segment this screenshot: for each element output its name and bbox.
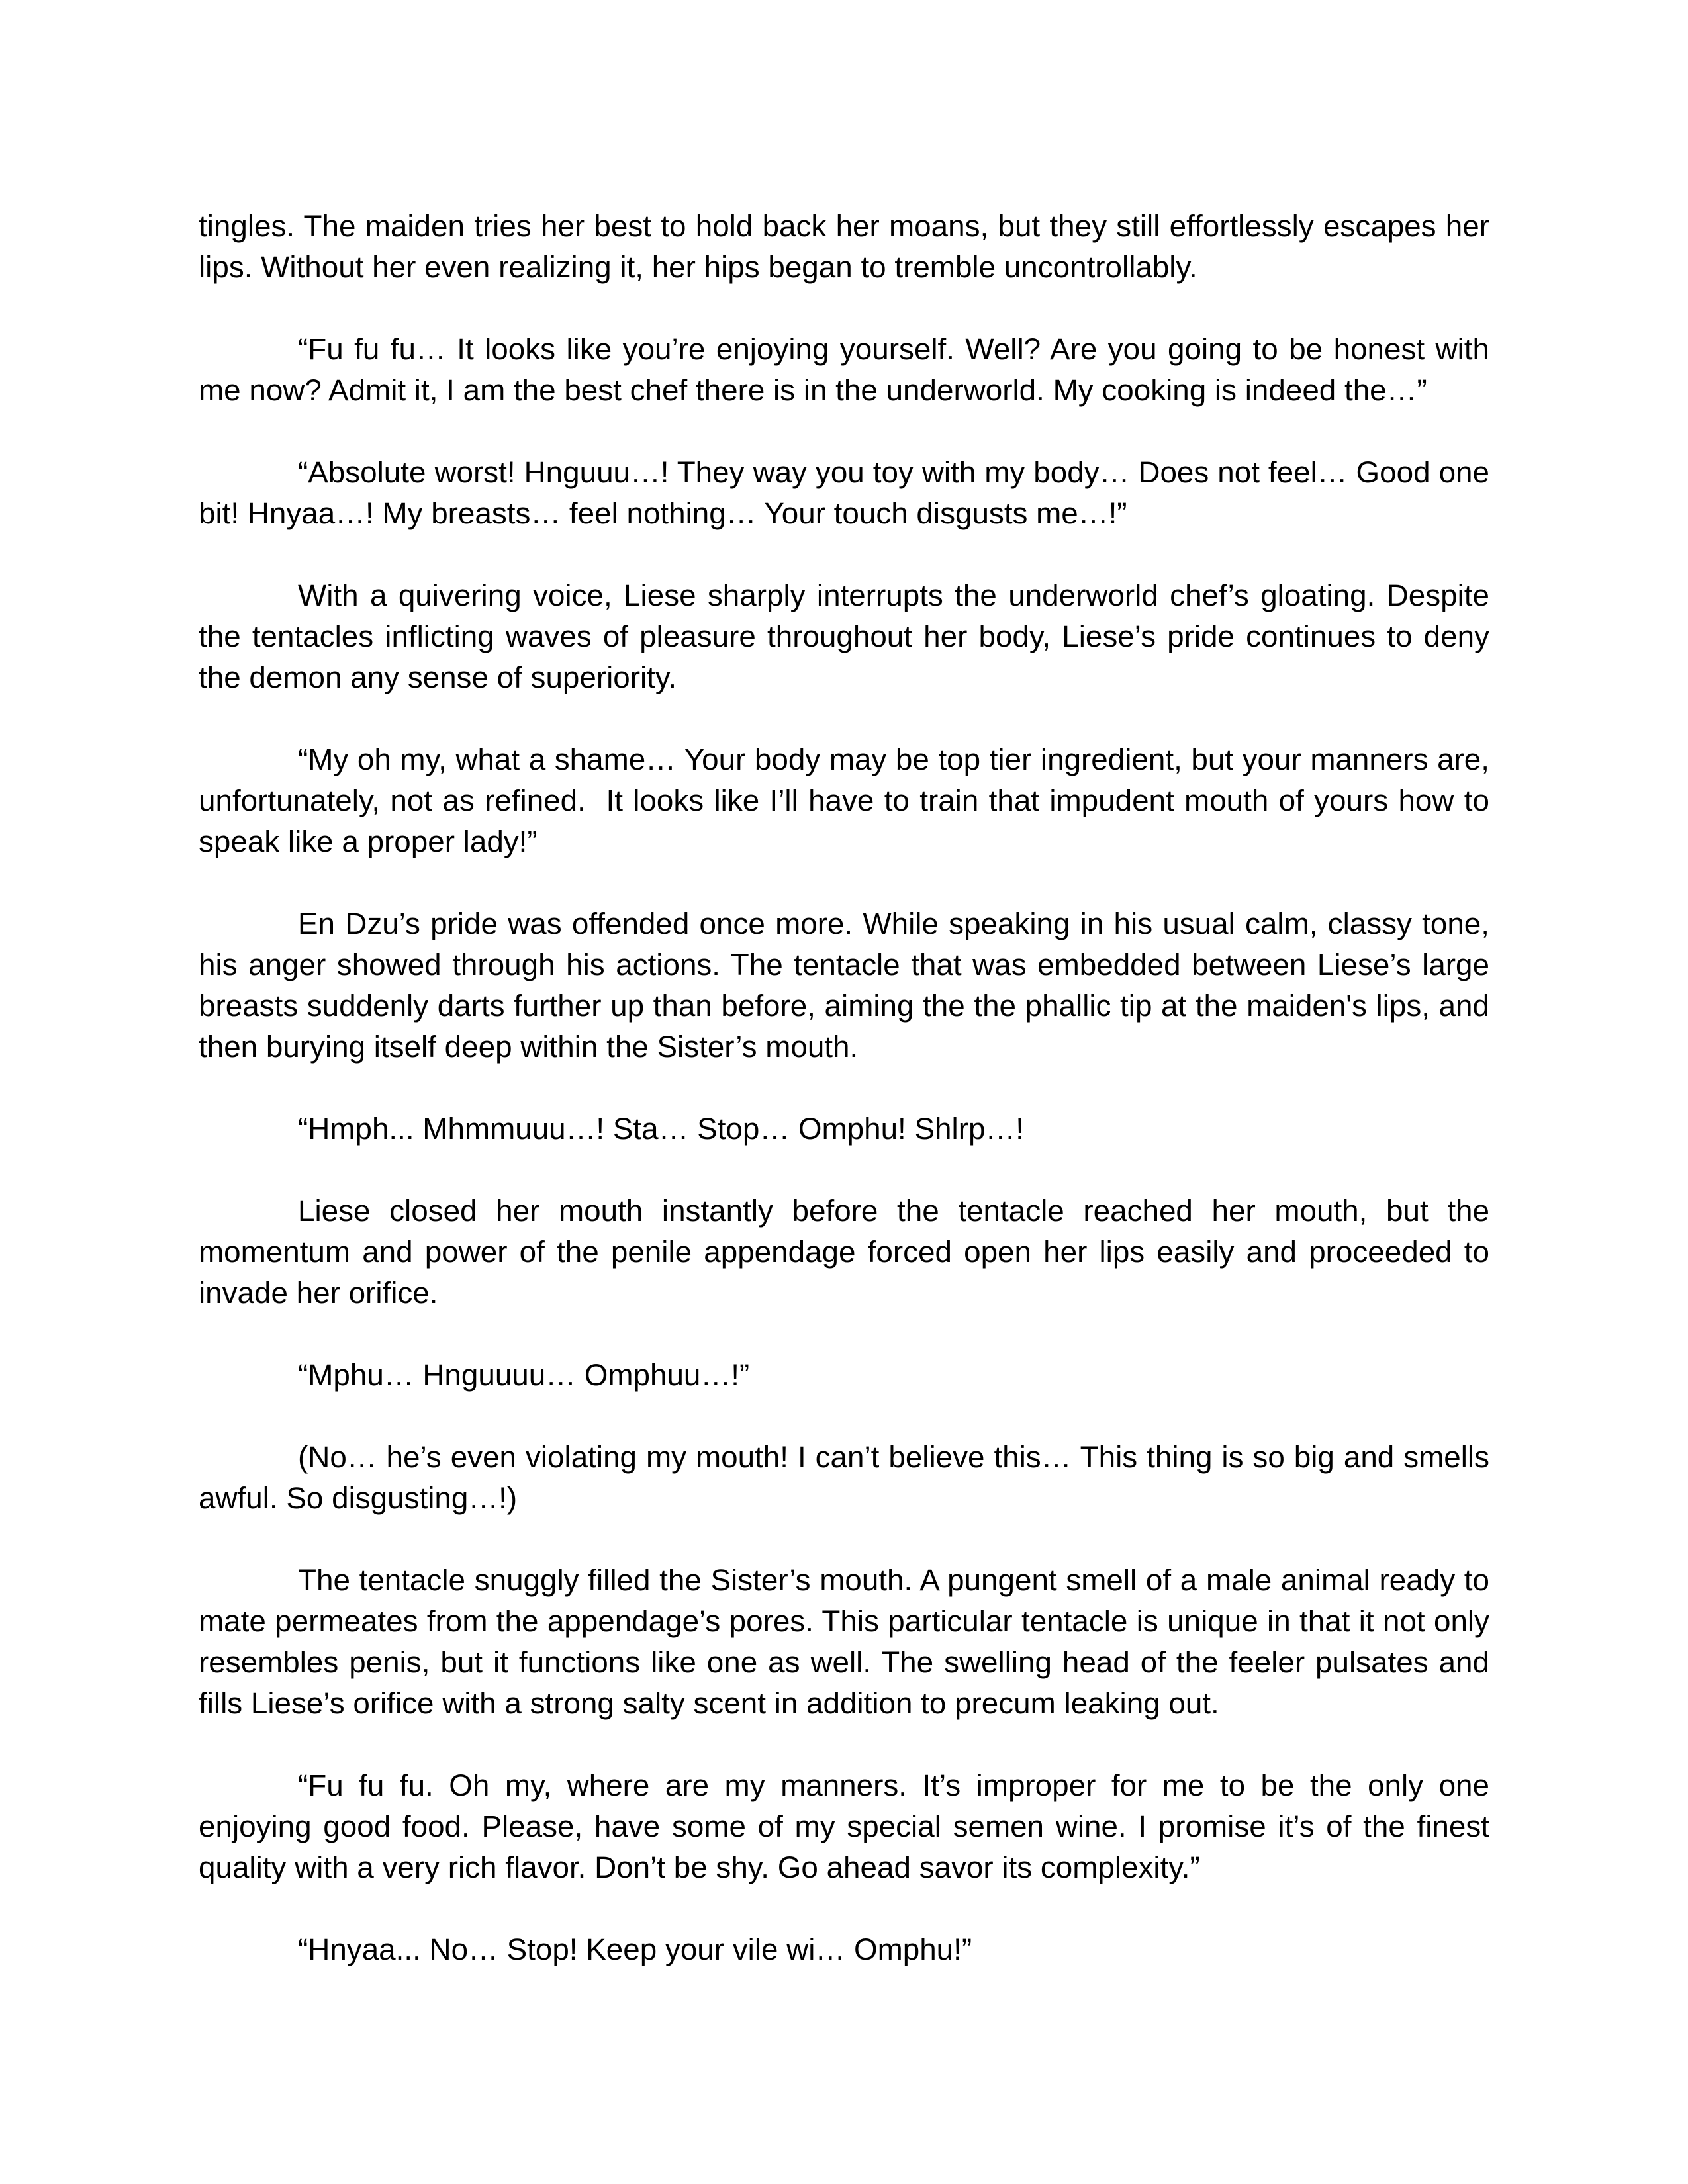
paragraph: “Mphu… Hnguuuu… Omphuu…!” [298, 1358, 750, 1392]
paragraph: tingles. The maiden tries her best to hold back her moans, but they still effortlessly escapes her lips. Without her even realizing it, her hips began to tremble uncontrollably. [199, 209, 1498, 284]
paragraph: “Hmph... Mhmmuuu…! Sta… Stop… Omphu! Shlrp…! [298, 1112, 1024, 1146]
paragraph: “Fu fu fu. Oh my, where are my manners. It’s improper for me to be the only one enjoying good food. Please, have some of my special semen wine. I promise it’s of the finest quality with a very rich flavor. Don’t be shy. Go ahead savor its complexity.” [199, 1768, 1498, 1884]
paragraph: Liese closed her mouth instantly before the tentacle reached her mouth, but the momentum and power of the penile appendage forced open her lips easily and proceeded to invade her orifice. [199, 1194, 1498, 1310]
paragraph: (No… he’s even violating my mouth! I can’t believe this… This thing is so big and smells awful. So disgusting…!) [199, 1440, 1498, 1515]
paragraph: “Absolute worst! Hnguuu…! They way you toy with my body… Does not feel… Good one bit! Hnyaa…! My breasts… feel nothing… Your touch disgusts me…!” [199, 455, 1498, 530]
paragraph: En Dzu’s pride was offended once more. While speaking in his usual calm, classy tone, his anger showed through his actions. The tentacle that was embedded between Liese’s large breasts suddenly darts further up than before, aiming the the phallic tip at the maiden's lips, and then burying itself deep within the Sister’s mouth. [199, 907, 1498, 1064]
paragraph: With a quivering voice, Liese sharply interrupts the underworld chef’s gloating. Despite the tentacles inflicting waves of pleasure throughout her body, Liese’s pride continues to deny the demon any sense of superiority. [199, 578, 1498, 694]
paragraph: “Fu fu fu… It looks like you’re enjoying yourself. Well? Are you going to be honest with me now? Admit it, I am the best chef there is in the underworld. My cooking is indeed the…” [199, 332, 1498, 407]
paragraph: “Hnyaa... No… Stop! Keep your vile wi… Omphu!” [298, 1933, 972, 1966]
paragraph: “My oh my, what a shame… Your body may be top tier ingredient, but your manners are, unfortunately, not as refined. It looks like I’ll have to train that impudent mouth of yours how to speak like a proper lady!” [199, 743, 1498, 858]
paragraph: The tentacle snuggly filled the Sister’s mouth. A pungent smell of a male animal ready to mate permeates from the appendage’s pores. This particular tentacle is unique in that it not only resembles penis, but it functions like one as well. The swelling head of the feeler pulsates and fills Liese’s orifice with a strong salty scent in addition to precum leaking out. [199, 1563, 1498, 1720]
